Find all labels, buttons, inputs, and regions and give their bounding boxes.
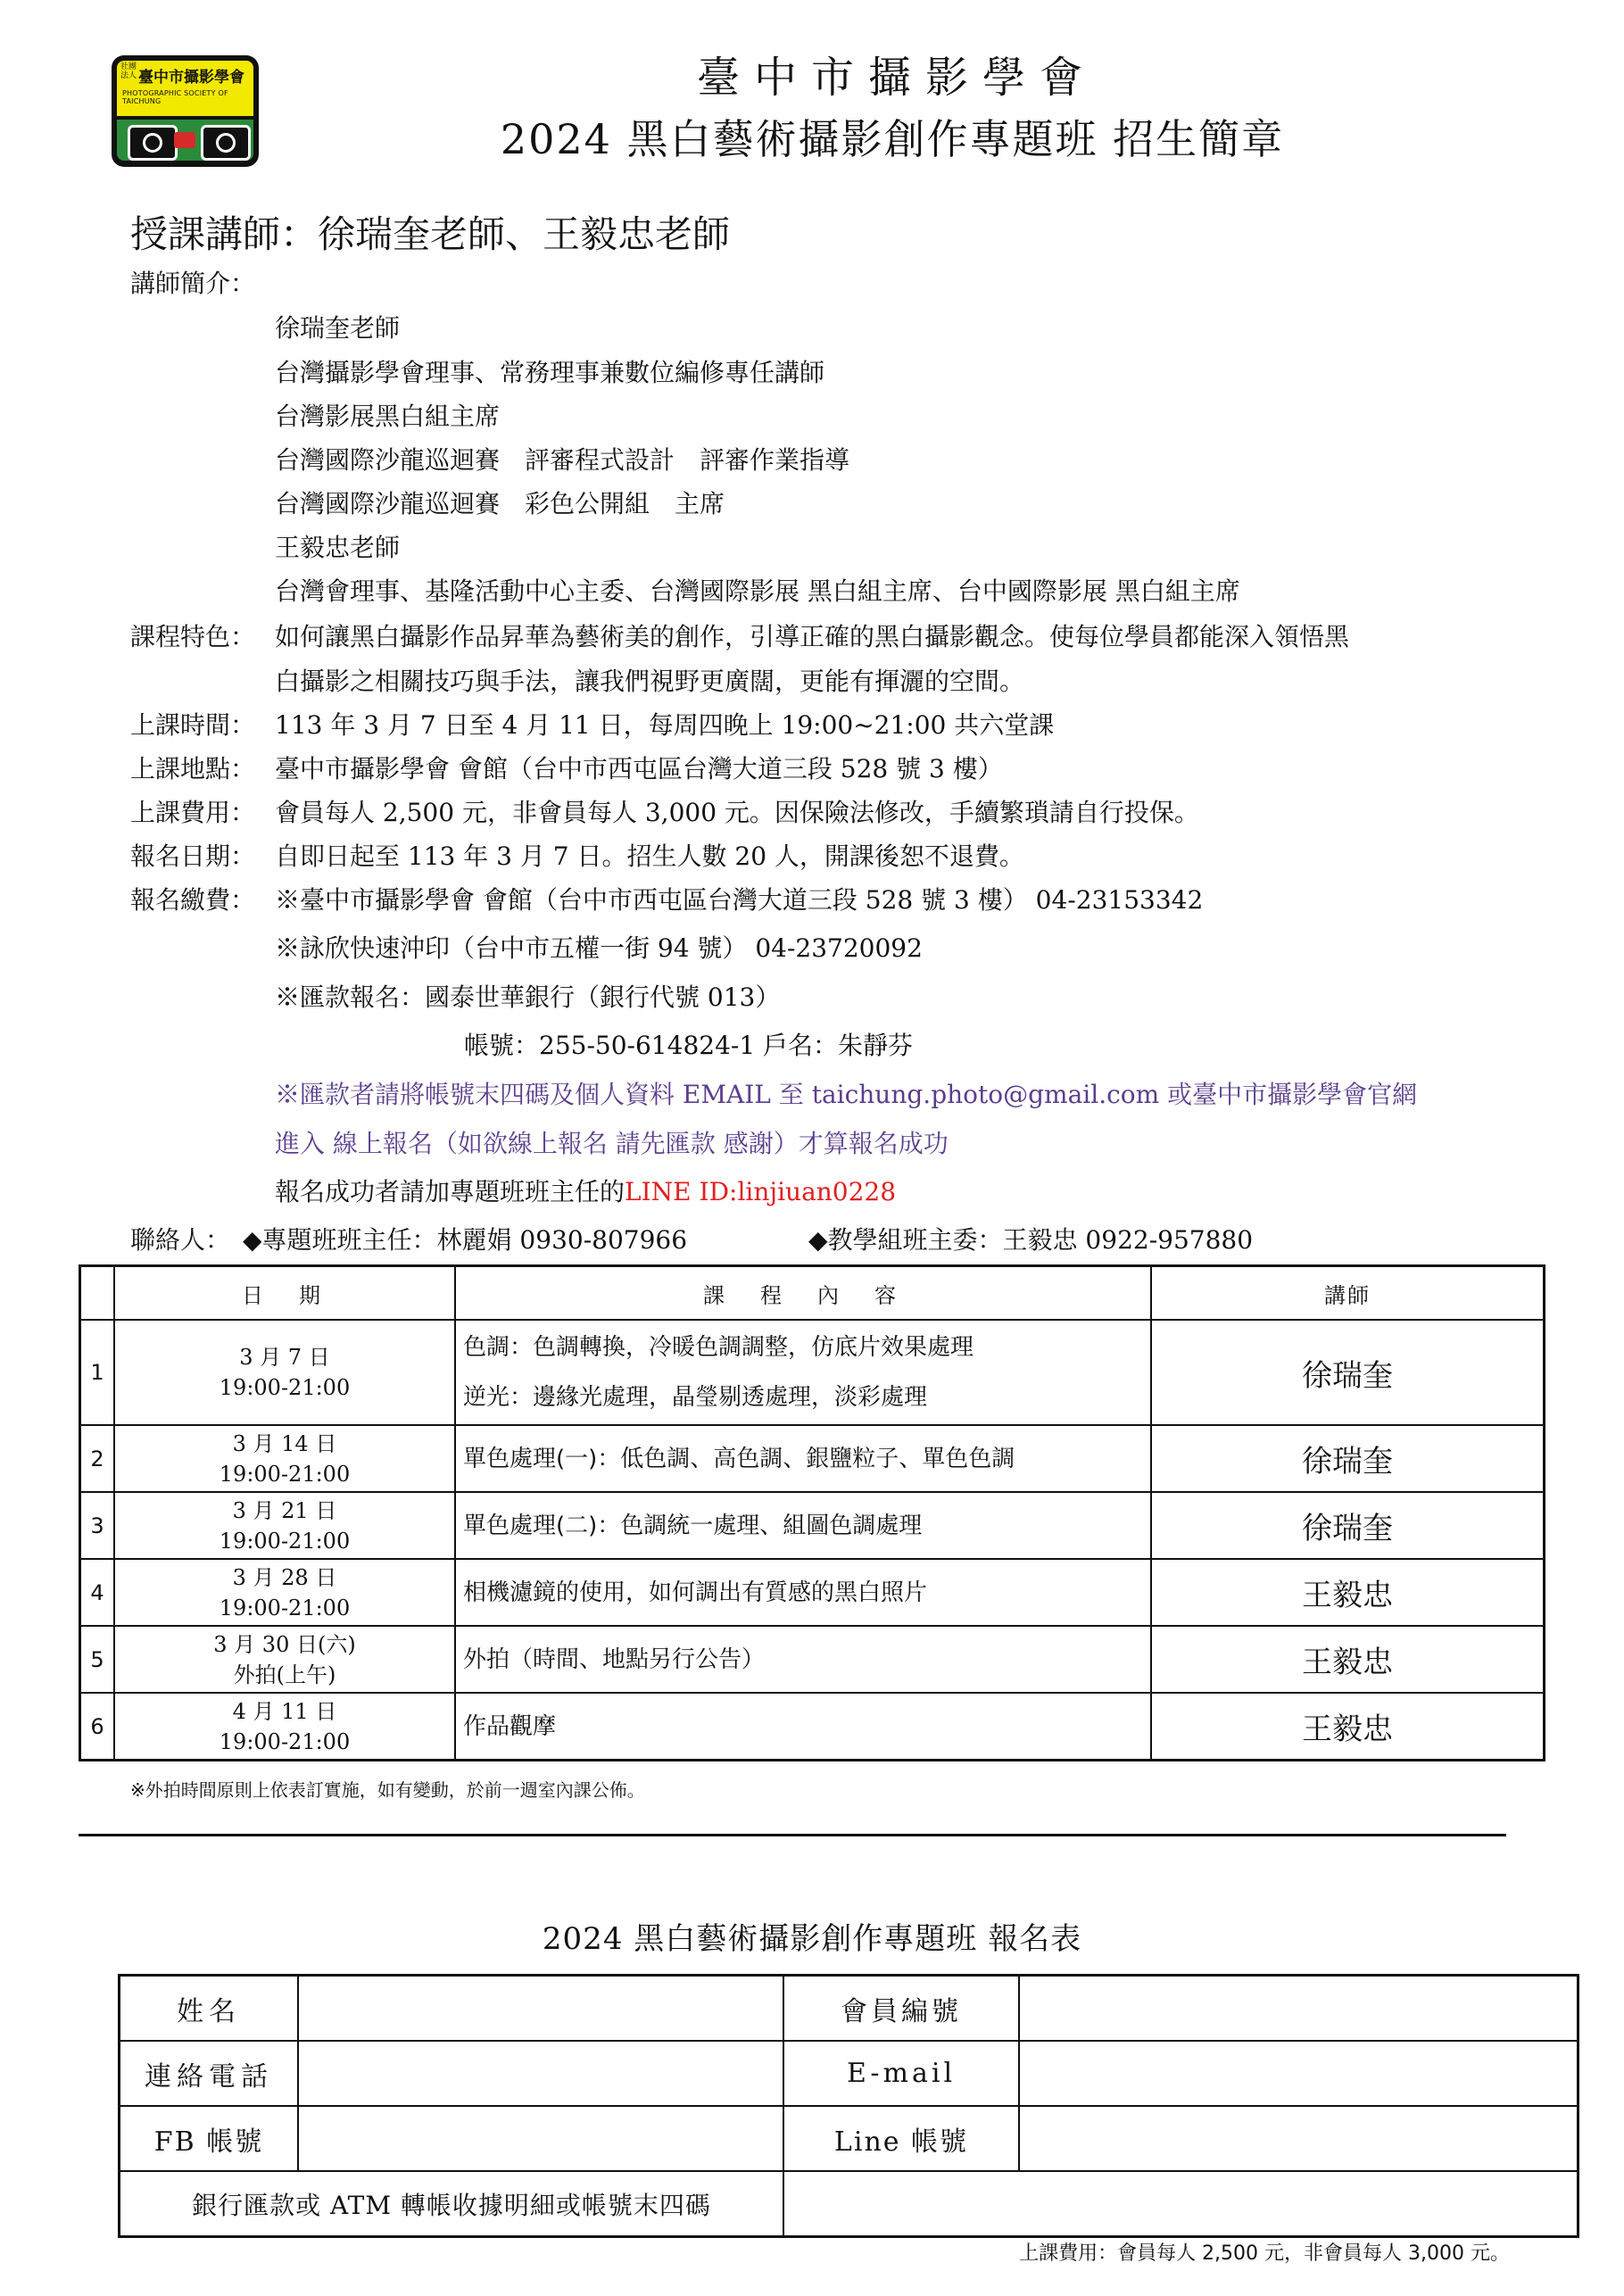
features-line: 如何讓黑白攝影作品昇華為藝術美的創作，引導正確的黑白攝影觀念。使每位學員都能深入領悟黑: [275, 622, 1350, 651]
row-time: 19:00-21:00: [219, 1728, 351, 1754]
divider: [79, 1834, 1506, 1836]
row-teacher: 徐瑞奎: [1151, 1425, 1545, 1492]
features-line: 白攝影之相關技巧與手法，讓我們視野更廣闊，更能有揮灑的空間。: [275, 667, 1025, 696]
form-row: [120, 2171, 1578, 2237]
header-date: 日 期: [114, 1266, 455, 1321]
email-field[interactable]: [1019, 2041, 1578, 2106]
form-title: 2024 黑白藝術攝影創作專題班 報名表: [542, 1921, 1082, 1957]
page-title: 2024 黑白藝術攝影創作專題班 招生簡章: [500, 115, 1285, 163]
intro-line: 台灣國際沙龍巡迴賽 彩色公開組 主席: [275, 489, 725, 518]
info-text: 臺中市攝影學會 會館（台中市西屯區台灣大道三段 528 號 3 樓）: [275, 754, 1003, 783]
row-day: 3 月 28 日: [232, 1564, 337, 1590]
row-time: 外拍(上午): [233, 1662, 336, 1687]
logo-english: PHOTOGRAPHIC SOCIETY OF TAICHUNG: [122, 89, 228, 105]
row-number: 6: [80, 1693, 115, 1761]
row-time: 19:00-21:00: [219, 1528, 351, 1554]
phone-label: 連絡電話: [120, 2041, 299, 2106]
payment-online-note: 進入 線上報名（如欲線上報名 請先匯款 感謝）才算報名成功: [275, 1129, 949, 1158]
intro-line: 台灣國際沙龍巡迴賽 評審程式設計 評審作業指導: [275, 445, 850, 475]
row-teacher: 王毅忠: [1151, 1626, 1545, 1693]
contact-label: 聯絡人：: [130, 1225, 231, 1255]
row-time: 19:00-21:00: [219, 1595, 351, 1620]
row-content: 外拍（時間、地點另行公告）: [455, 1626, 1151, 1693]
row-number: 5: [80, 1626, 115, 1693]
info-text: 自即日起至 113 年 3 月 7 日。招生人數 20 人，開課後恕不退費。: [275, 841, 1024, 871]
schedule-table: [79, 1264, 1545, 1761]
registration-form: [118, 1974, 1579, 2238]
info-label: 報名日期：: [130, 841, 256, 871]
fb-field[interactable]: [298, 2106, 783, 2171]
content-line: 逆光：邊緣光處理，晶瑩剔透處理，淡彩處理: [463, 1384, 928, 1411]
features-label: 課程特色：: [130, 622, 256, 651]
line-id: LINE ID:linjiuan0228: [625, 1177, 897, 1206]
form-row: [120, 2106, 1578, 2171]
bank-label: 銀行匯款或 ATM 轉帳收據明細或帳號末四碼: [120, 2171, 784, 2237]
row-teacher: 王毅忠: [1151, 1693, 1545, 1761]
row-date: [114, 1559, 455, 1626]
row-day: 3 月 30 日(六): [213, 1631, 356, 1657]
email-label: E-mail: [783, 2041, 1019, 2106]
payment-line: ※詠欣快速沖印（台中市五權一街 94 號） 04-23720092: [275, 933, 923, 963]
row-number: 3: [80, 1492, 115, 1559]
contact-head-teacher: ◆專題班班主任：林麗娟 0930-807966: [243, 1225, 688, 1255]
info-label: 上課時間：: [130, 710, 256, 740]
row-teacher: 徐瑞奎: [1151, 1320, 1545, 1425]
row-day: 3 月 7 日: [239, 1345, 330, 1370]
row-teacher: 徐瑞奎: [1151, 1492, 1545, 1559]
row-day: 3 月 21 日: [232, 1497, 337, 1523]
org-title: 臺中市攝影學會: [696, 53, 1097, 103]
row-number: 1: [80, 1320, 115, 1425]
member-no-field[interactable]: [1019, 1976, 1578, 2042]
table-row: [80, 1492, 1545, 1559]
footer-fee: 上課費用：會員每人 2,500 元，非會員每人 3,000 元。: [1019, 2242, 1510, 2265]
form-row: [120, 1976, 1578, 2042]
line-label: Line 帳號: [783, 2106, 1019, 2171]
row-number: 2: [80, 1425, 115, 1492]
row-teacher: 王毅忠: [1151, 1559, 1545, 1626]
info-text: 會員每人 2,500 元，非會員每人 3,000 元。因保險法修改，手續繁瑣請自行投保。: [275, 798, 1199, 827]
line-note: [275, 1173, 896, 1208]
schedule-header-row: [80, 1266, 1545, 1321]
row-time: 19:00-21:00: [219, 1375, 351, 1400]
row-date: [114, 1693, 455, 1761]
header-content: 課 程 內 容: [455, 1266, 1151, 1321]
info-label: 上課地點：: [130, 754, 256, 783]
info-label: 上課費用：: [130, 798, 256, 827]
line-note-prefix: 報名成功者請加專題班班主任的: [275, 1177, 626, 1206]
row-content: 單色處理(二)：色調統一處理、組圖色調處理: [455, 1492, 1151, 1559]
table-row: [80, 1559, 1545, 1626]
intro-line: 徐瑞奎老師: [275, 313, 401, 343]
row-day: 3 月 14 日: [232, 1430, 337, 1456]
row-time: 19:00-21:00: [219, 1461, 351, 1487]
intro-line: 台灣會理事、基隆活動中心主委、台灣國際影展 黑白組主席、台中國際影展 黑白組主席: [275, 576, 1240, 606]
row-content: 相機濾鏡的使用，如何調出有質感的黑白照片: [455, 1559, 1151, 1626]
payment-email-note: ※匯款者請將帳號末四碼及個人資料 EMAIL 至 taichung.photo@gmail.com 或臺中市攝影學會官網: [275, 1080, 1418, 1109]
header-number: [80, 1266, 115, 1321]
teachers-heading: 授課講師：徐瑞奎老師、王毅忠老師: [130, 212, 731, 256]
logo-small-text: 社團法人: [120, 62, 137, 80]
row-date: [114, 1320, 455, 1425]
payment-account: 帳號：255-50-614824-1 戶名：朱靜芬: [464, 1031, 914, 1060]
table-row: [80, 1425, 1545, 1492]
table-row: [80, 1320, 1545, 1425]
fb-label: FB 帳號: [120, 2106, 299, 2171]
row-content: [455, 1320, 1151, 1425]
member-no-label: 會員編號: [783, 1976, 1019, 2042]
line-field[interactable]: [1019, 2106, 1578, 2171]
row-date: [114, 1492, 455, 1559]
row-content: 作品觀摩: [455, 1693, 1151, 1761]
payment-line: ※臺中市攝影學會 會館（台中市西屯區台灣大道三段 528 號 3 樓） 04-23153342: [275, 885, 1204, 915]
payment-label: 報名繳費：: [130, 885, 256, 915]
phone-field[interactable]: [298, 2041, 783, 2106]
payment-line: ※匯款報名：國泰世華銀行（銀行代號 013）: [275, 982, 781, 1012]
table-row: [80, 1693, 1545, 1761]
intro-line: 王毅忠老師: [275, 533, 401, 562]
header-teacher: 講師: [1151, 1266, 1545, 1321]
row-date: [114, 1626, 455, 1693]
intro-line: 台灣影展黑白組主席: [275, 402, 501, 431]
row-day: 4 月 11 日: [232, 1698, 337, 1724]
contact-teaching-chair: ◆教學組班主委：王毅忠 0922-957880: [808, 1225, 1254, 1255]
table-row: [80, 1626, 1545, 1693]
content-line: 色調：色調轉換，冷暖色調調整，仿底片效果處理: [463, 1334, 974, 1361]
form-row: [120, 2041, 1578, 2106]
intro-line: 台灣攝影學會理事、常務理事兼數位編修專任講師: [275, 358, 825, 387]
info-text: 113 年 3 月 7 日至 4 月 11 日，每周四晚上 19:00~21:00 共六堂課: [275, 710, 1055, 740]
name-field[interactable]: [298, 1976, 783, 2042]
row-content: 單色處理(一)：低色調、高色調、銀鹽粒子、單色色調: [455, 1425, 1151, 1492]
schedule-note: ※外拍時間原則上依表訂實施，如有變動，於前一週室內課公佈。: [130, 1779, 645, 1801]
row-date: [114, 1425, 455, 1492]
bank-field[interactable]: [783, 2171, 1578, 2237]
row-number: 4: [80, 1559, 115, 1626]
name-label: 姓名: [120, 1976, 299, 2042]
logo-name: 臺中市攝影學會: [138, 69, 244, 87]
intro-label: 講師簡介：: [130, 269, 256, 298]
